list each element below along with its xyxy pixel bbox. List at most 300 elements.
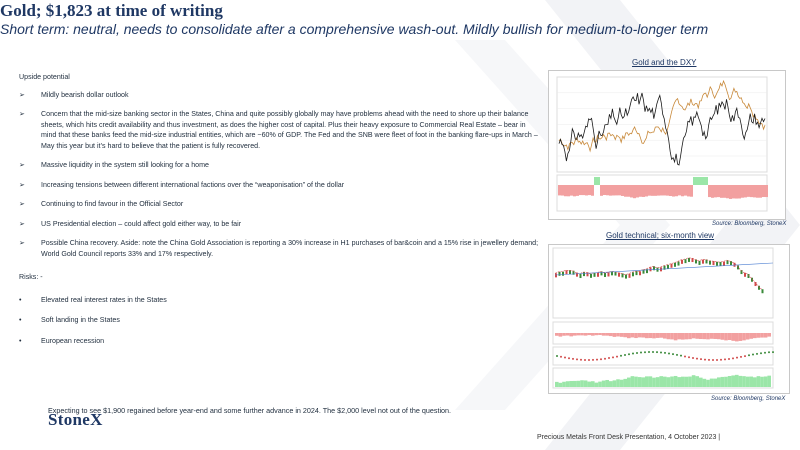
oscillator-bar [699, 333, 703, 339]
oscillator-marker [704, 359, 706, 361]
oscillator-marker [672, 353, 674, 355]
correlation-bar [567, 185, 570, 196]
candle [657, 268, 659, 272]
oscillator-3-bar [584, 380, 588, 387]
candle [762, 289, 764, 293]
correlation-bar [654, 185, 657, 196]
oscillator-bar [706, 333, 710, 339]
correlation-bar [759, 185, 762, 198]
oscillator-marker [752, 354, 754, 356]
upside-list [19, 90, 539, 260]
oscillator-3-bar [760, 377, 764, 387]
candle [699, 261, 701, 265]
oscillator-3-bar [746, 377, 750, 387]
oscillator-marker [760, 352, 762, 354]
correlation-bar [564, 185, 567, 196]
upside-bullet-marker: ➢ [19, 180, 25, 189]
correlation-bar [663, 185, 666, 195]
oscillator-bar [767, 333, 771, 337]
oscillator-marker [660, 351, 662, 353]
candle [555, 273, 557, 277]
candle [625, 275, 627, 279]
correlation-bar [672, 185, 675, 197]
oscillator-3-bar [605, 380, 609, 387]
correlation-bar [570, 185, 573, 196]
upside-bullet-marker: ➢ [19, 110, 25, 118]
correlation-bar [606, 185, 609, 195]
upside-item-text: US Presidential election – could affect gold either way, to be fair [41, 219, 242, 228]
correlation-bar [762, 185, 765, 197]
oscillator-marker [592, 359, 594, 361]
oscillator-marker [588, 359, 590, 361]
slide-body [19, 72, 539, 356]
oscillator-marker [744, 355, 746, 357]
candle [709, 261, 711, 265]
oscillator-bar [659, 333, 663, 338]
oscillator-3-bar [562, 382, 566, 387]
correlation-bar [753, 185, 756, 197]
upside-bullet-marker: ➢ [19, 239, 25, 247]
oscillator-marker [740, 356, 742, 358]
oscillator-bar [710, 333, 714, 339]
oscillator-3-bar [602, 381, 606, 387]
oscillator-3-bar [566, 381, 570, 387]
oscillator-bar [613, 333, 617, 337]
oscillator-bar [641, 333, 645, 338]
oscillator-3-bar [591, 381, 595, 387]
oscillator-3-bar [757, 376, 761, 387]
oscillator-marker [596, 359, 598, 361]
candle [639, 271, 641, 275]
oscillator-marker [728, 358, 730, 360]
risk-item [19, 315, 539, 326]
correlation-bar [594, 177, 597, 185]
oscillator-marker [604, 358, 606, 360]
oscillator-bar [681, 333, 685, 340]
correlation-bar [669, 185, 672, 196]
correlation-bar [675, 185, 678, 196]
correlation-bar [702, 177, 705, 185]
oscillator-bar [749, 333, 753, 339]
correlation-bar [705, 177, 708, 185]
candle [580, 274, 582, 278]
upside-item-text: Increasing tensions between different international factions over the “weaponisation” of the dollar [41, 180, 345, 189]
candle [702, 260, 704, 264]
oscillator-3-bar [645, 376, 649, 387]
oscillator-marker [644, 351, 646, 353]
upside-item-text: Mildly bearish dollar outlook [41, 90, 129, 99]
risks-label: Risks: - [19, 273, 43, 281]
oscillator-marker [732, 357, 734, 359]
correlation-bar [612, 185, 615, 195]
oscillator-bar [627, 333, 631, 338]
oscillator-3-bar [681, 377, 685, 387]
oscillator-bar [746, 333, 750, 340]
oscillator-bar [569, 333, 573, 336]
oscillator-bar [692, 333, 696, 338]
candle [720, 262, 722, 266]
oscillator-bar [559, 333, 563, 337]
oscillator-3-bar [555, 382, 559, 387]
correlation-bar [582, 185, 585, 195]
oscillator-bar [631, 333, 635, 337]
oscillator-marker [772, 351, 774, 353]
oscillator-marker [608, 357, 610, 359]
upside-item [19, 238, 539, 259]
oscillator-marker [756, 353, 758, 355]
correlation-bar [579, 185, 582, 195]
oscillator-marker [764, 352, 766, 354]
oscillator-3-bar [634, 377, 638, 387]
upside-bullet-marker: ➢ [19, 219, 25, 228]
oscillator-bar [757, 333, 761, 338]
oscillator-3-bar [587, 382, 591, 387]
oscillator-bar [703, 333, 707, 339]
oscillator-marker [568, 357, 570, 359]
correlation-bar [678, 185, 681, 195]
oscillator-marker [648, 351, 650, 353]
oscillator-3-bar [764, 376, 768, 387]
candle [681, 260, 683, 264]
oscillator-3-bar [620, 380, 624, 387]
oscillator-marker [716, 359, 718, 361]
oscillator-3-bar [667, 377, 671, 387]
oscillator-bar [728, 333, 732, 340]
correlation-bar [696, 177, 699, 185]
correlation-bar [642, 185, 645, 197]
risk-item-text: Soft landing in the States [41, 316, 120, 324]
candle [650, 267, 652, 271]
oscillator-bar [724, 333, 728, 340]
candle [559, 272, 561, 276]
oscillator-3-bar [609, 381, 613, 387]
oscillator-3-bar [724, 377, 728, 387]
oscillator-3-bar [656, 377, 660, 387]
candle [667, 265, 669, 269]
oscillator-marker [584, 359, 586, 361]
footer-text: Precious Metals Front Desk Presentation, 4 October 2023 | [537, 434, 721, 441]
correlation-bar [627, 185, 630, 197]
oscillator-bar [670, 333, 674, 339]
oscillator-marker [616, 356, 618, 358]
oscillator-3-bar [616, 379, 620, 387]
risk-item-text: European recession [41, 336, 105, 345]
upside-bullet-marker: ➢ [19, 161, 25, 169]
upside-item-text: Massive liquidity in the system still looking for a home [41, 161, 209, 169]
correlation-bar [750, 185, 753, 197]
oscillator-3-bar [692, 375, 696, 387]
oscillator-marker [576, 358, 578, 360]
oscillator-3-bar [670, 376, 674, 387]
oscillator-bar [577, 333, 581, 335]
oscillator-marker [736, 357, 738, 359]
oscillator-bar [623, 333, 627, 337]
oscillator-3-bar [728, 376, 732, 387]
correlation-bar [657, 185, 660, 196]
upside-item-text: Continuing to find favour in the Official Sector [41, 200, 184, 208]
candle [604, 273, 606, 277]
oscillator-marker [700, 358, 702, 360]
oscillator-3-bar [580, 380, 584, 387]
upside-item [19, 109, 539, 151]
oscillator-bar [695, 333, 699, 339]
risk-bullet-marker: • [19, 336, 22, 345]
dxy-chart [548, 70, 786, 220]
technical-chart-svg [549, 245, 789, 393]
upside-item [19, 160, 539, 171]
oscillator-3-bar [638, 377, 642, 387]
correlation-bar [699, 177, 702, 185]
correlation-bar [717, 185, 720, 197]
oscillator-bar [739, 333, 743, 341]
oscillator-3-bar [721, 377, 725, 387]
dxy-chart-title: Gold and the DXY [632, 58, 697, 67]
correlation-bar [729, 185, 732, 199]
correlation-bar [726, 185, 729, 198]
oscillator-bar [731, 333, 735, 341]
candle [636, 271, 638, 275]
correlation-bar [603, 185, 606, 195]
oscillator-bar [609, 333, 613, 336]
oscillator-bar [605, 333, 609, 336]
oscillator-marker [668, 352, 670, 354]
oscillator-3-bar [623, 379, 627, 387]
candle [632, 272, 634, 276]
stonex-logo: StoneX [48, 410, 103, 429]
slide-subtitle: Short term: neutral, needs to consolidate after a comprehensive wash-out. Mildly bullish for medium-to-longer term [0, 21, 709, 37]
oscillator-marker [640, 352, 642, 354]
oscillator-3-bar [613, 380, 617, 387]
candle [590, 274, 592, 278]
candle [688, 258, 690, 262]
correlation-bar [630, 185, 633, 197]
oscillator-bar [634, 333, 638, 338]
correlation-bar [735, 185, 738, 199]
upside-label: Upside potential [19, 73, 70, 81]
upside-item [19, 180, 539, 191]
candle [622, 273, 624, 277]
oscillator-3-bar [749, 377, 753, 387]
oscillator-marker [560, 356, 562, 358]
candle [594, 273, 596, 277]
oscillator-bar [591, 333, 595, 336]
oscillator-marker [556, 355, 558, 357]
oscillator-marker [600, 358, 602, 360]
correlation-bar [711, 185, 714, 198]
oscillator-3-bar [767, 376, 771, 387]
oscillator-bar [667, 333, 671, 339]
oscillator-marker [580, 359, 582, 361]
correlation-bar [687, 185, 690, 196]
oscillator-3-bar [559, 383, 563, 387]
oscillator-marker [684, 355, 686, 357]
correlation-bar [681, 185, 684, 196]
oscillator-3-bar [674, 376, 678, 387]
correlation-bar [600, 185, 603, 196]
upside-item [19, 219, 539, 230]
oscillator-marker [692, 357, 694, 359]
correlation-bar [744, 185, 747, 197]
oscillator-bar [602, 333, 606, 336]
correlation-bar [765, 185, 768, 197]
upside-item [19, 199, 539, 210]
oscillator-3-bar [627, 378, 631, 387]
candle [618, 273, 620, 277]
oscillator-3-bar [699, 378, 703, 387]
oscillator-panel-2 [553, 347, 773, 365]
correlation-bar [636, 185, 639, 197]
technical-chart [548, 244, 790, 394]
oscillator-3-bar [577, 381, 581, 387]
oscillator-marker [768, 351, 770, 353]
oscillator-3-bar [731, 375, 735, 387]
upside-bullet-marker: ➢ [19, 90, 25, 99]
oscillator-3-bar [688, 377, 692, 387]
oscillator-bar [663, 333, 667, 339]
correlation-bar [714, 185, 717, 197]
correlation-bar [597, 177, 600, 185]
correlation-bar [756, 185, 759, 198]
risk-bullet-marker: • [19, 316, 22, 324]
candle [597, 273, 599, 277]
correlation-bar [732, 185, 735, 198]
technical-chart-title: Gold technical; six-month view [606, 231, 715, 240]
correlation-bar [684, 185, 687, 196]
correlation-bar [651, 185, 654, 196]
correlation-bar [660, 185, 663, 195]
dxy-source: Source: Bloomberg, StoneX [712, 221, 787, 227]
candle [583, 272, 585, 276]
correlation-bar [633, 185, 636, 198]
oscillator-bar [566, 333, 570, 336]
oscillator-marker [628, 353, 630, 355]
correlation-bar [618, 185, 621, 195]
risk-item [19, 295, 539, 306]
oscillator-marker [688, 356, 690, 358]
oscillator-bar [685, 333, 689, 339]
correlation-bar [615, 185, 618, 195]
oscillator-marker [720, 359, 722, 361]
upside-item-text: Concern that the mid-size banking sector in the States, China and quite possibly globally may have problems ahead with the need to shore up their balance sheets, which hits credit availability and thus investment, as does the higher cost of capital. Plus their heavy exposure to Commercial Real Estate – bear in mind that these banks feed the mid-size industrial entities, which are ~60% of GDP. The Fed and the SNB were fleet of foot in the banking flare-ups in March – May this year but it’s hard to believe that the patient is fully recovered. [41, 110, 538, 150]
oscillator-marker [696, 358, 698, 360]
candle [629, 274, 631, 278]
candle [569, 270, 571, 274]
oscillator-3-bar [742, 376, 746, 387]
candle [566, 270, 568, 274]
oscillator-bar [584, 333, 588, 336]
oscillator-3-bar [652, 378, 656, 387]
risk-item [19, 336, 539, 347]
correlation-bar [741, 185, 744, 198]
upside-item [19, 90, 539, 101]
oscillator-marker [748, 354, 750, 356]
oscillator-marker [572, 358, 574, 360]
oscillator-marker [664, 352, 666, 354]
oscillator-marker [724, 358, 726, 360]
oscillator-bar [645, 333, 649, 338]
technical-source: Source: Bloomberg, StoneX [711, 396, 786, 402]
oscillator-bar [555, 333, 559, 336]
oscillator-marker [612, 356, 614, 358]
oscillator-bar [638, 333, 642, 337]
correlation-bar [723, 185, 726, 198]
oscillator-bar [753, 333, 757, 338]
oscillator-3-bar [598, 382, 602, 387]
oscillator-3-bar [573, 381, 577, 387]
correlation-bar [609, 185, 612, 196]
oscillator-3-bar [739, 376, 743, 387]
oscillator-marker [632, 353, 634, 355]
oscillator-marker [624, 354, 626, 356]
oscillator-bar [562, 333, 566, 336]
oscillator-bar [760, 333, 764, 338]
candle [678, 262, 680, 266]
upside-bullet-marker: ➢ [19, 200, 25, 208]
dxy-chart-svg [549, 71, 785, 219]
oscillator-bar [652, 333, 656, 338]
oscillator-3-bar [659, 376, 663, 387]
oscillator-3-bar [695, 376, 699, 387]
oscillator-bar [688, 333, 692, 339]
oscillator-bar [573, 333, 577, 336]
oscillator-3-bar [717, 377, 721, 387]
candle [576, 273, 578, 277]
oscillator-bar [677, 333, 681, 339]
oscillator-marker [564, 357, 566, 359]
correlation-bar [576, 185, 579, 196]
oscillator-bar [674, 333, 678, 340]
oscillator-bar [656, 333, 660, 338]
oscillator-bar [721, 333, 725, 340]
oscillator-3-bar [631, 376, 635, 387]
oscillator-marker [636, 352, 638, 354]
oscillator-bar [598, 333, 602, 335]
correlation-bar [645, 185, 648, 196]
oscillator-3-bar [569, 381, 573, 387]
correlation-bar [747, 185, 750, 197]
correlation-bar [624, 185, 627, 197]
oscillator-3-bar [649, 376, 653, 387]
oscillator-bar [595, 333, 599, 335]
oscillator-bar [620, 333, 624, 337]
risk-item-text: Elevated real interest rates in the States [41, 295, 167, 304]
oscillator-3-bar [685, 377, 689, 387]
oscillator-bar [587, 333, 591, 335]
oscillator-marker [708, 359, 710, 361]
candle [562, 272, 564, 276]
correlation-bar [639, 185, 642, 197]
slide-title: Gold; $1,823 at time of writing [0, 1, 223, 20]
oscillator-bar [649, 333, 653, 338]
correlation-bar [693, 177, 696, 185]
candle [716, 262, 718, 266]
correlation-bar [690, 185, 693, 197]
correlation-bar [648, 185, 651, 196]
oscillator-marker [652, 351, 654, 353]
oscillator-marker [656, 351, 658, 353]
correlation-bar [738, 185, 741, 198]
oscillator-bar [713, 333, 717, 339]
candle [723, 262, 725, 266]
candle [608, 272, 610, 276]
oscillator-bar [580, 333, 584, 335]
correlation-bar [561, 185, 564, 196]
correlation-bar [573, 185, 576, 196]
oscillator-3-bar [677, 377, 681, 387]
oscillator-marker [620, 355, 622, 357]
oscillator-3-bar [713, 379, 717, 387]
correlation-bar [621, 185, 624, 196]
